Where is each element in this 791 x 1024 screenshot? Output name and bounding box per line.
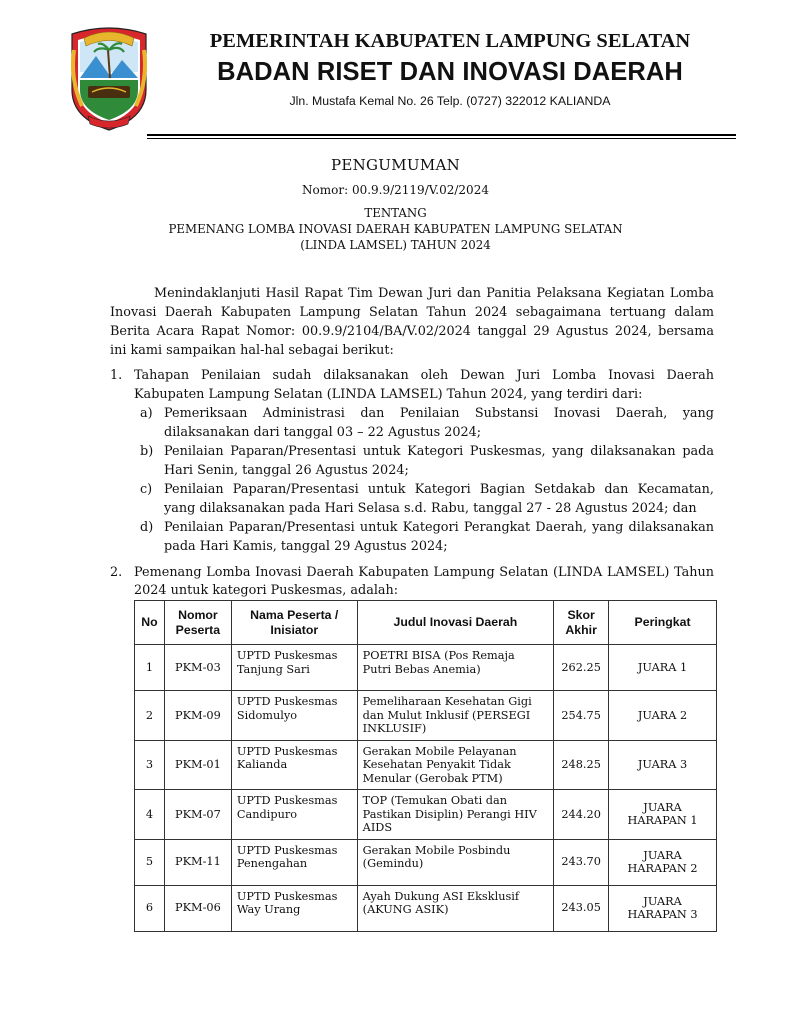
subitem-c-letter: c) bbox=[140, 482, 153, 497]
document-title: PENGUMUMAN bbox=[330, 156, 461, 174]
item-1-line-1: Tahapan Penilaian sudah dilaksanakan oleh Dewan Juri Lomba Inovasi Daerah bbox=[134, 368, 714, 383]
cell-judul: Gerakan Mobile Posbindu (Gemindu) bbox=[357, 839, 554, 885]
header-judul-inovasi: Judul Inovasi Daerah bbox=[357, 601, 554, 645]
cell-nama: UPTD Puskesmas Sidomulyo bbox=[231, 691, 357, 741]
cell-judul: TOP (Temukan Obati dan Pastikan Disiplin) Perangi HIV AIDS bbox=[357, 790, 554, 840]
cell-no: 1 bbox=[135, 645, 165, 691]
table-row bbox=[135, 691, 717, 741]
cell-judul: Ayah Dukung ASI Eksklusif (AKUNG ASIK) bbox=[357, 885, 554, 931]
table-header-row bbox=[135, 601, 717, 645]
subitem-c-line-2: yang dilaksanakan pada Hari Selasa s.d. Rabu, tanggal 27 - 28 Agustus 2024; dan bbox=[164, 501, 697, 516]
cell-no: 3 bbox=[135, 740, 165, 790]
cell-peringkat: JUARA HARAPAN 2 bbox=[609, 839, 717, 885]
header-nomor-peserta: Nomor Peserta bbox=[164, 601, 231, 645]
subitem-a-line-1: Pemeriksaan Administrasi dan Penilaian Substansi Inovasi Daerah, yang bbox=[164, 406, 714, 421]
subitem-a-line-2: dilaksanakan dari tanggal 03 – 22 Agustus 2024; bbox=[164, 425, 482, 440]
header-peringkat: Peringkat bbox=[609, 601, 717, 645]
item-1-line-2: Kabupaten Lampung Selatan (LINDA LAMSEL) Tahun 2024, yang terdiri dari: bbox=[134, 387, 643, 402]
item-1-number: 1. bbox=[110, 368, 123, 383]
cell-peringkat: JUARA 3 bbox=[609, 740, 717, 790]
subitem-b-line-1: Penilaian Paparan/Presentasi untuk Kategori Puskesmas, yang dilaksanakan pada bbox=[164, 444, 714, 459]
subject-line-2: (LINDA LAMSEL) TAHUN 2024 bbox=[300, 238, 491, 252]
subitem-b-line-2: Hari Senin, tanggal 26 Agustus 2024; bbox=[164, 463, 409, 478]
cell-no: 4 bbox=[135, 790, 165, 840]
cell-nama: UPTD Puskesmas Candipuro bbox=[231, 790, 357, 840]
item-2-number: 2. bbox=[110, 565, 123, 580]
cell-judul: POETRI BISA (Pos Remaja Putri Bebas Anemia) bbox=[357, 645, 554, 691]
cell-nomor: PKM-01 bbox=[164, 740, 231, 790]
item-2-line-1: Pemenang Lomba Inovasi Daerah Kabupaten Lampung Selatan (LINDA LAMSEL) Tahun bbox=[134, 565, 714, 580]
cell-skor: 243.70 bbox=[554, 839, 609, 885]
cell-nama: UPTD Puskesmas Kalianda bbox=[231, 740, 357, 790]
cell-nama: UPTD Puskesmas Way Urang bbox=[231, 885, 357, 931]
subitem-d-line-1: Penilaian Paparan/Presentasi untuk Kategori Perangkat Daerah, yang dilaksanakan bbox=[164, 520, 714, 535]
table-row bbox=[135, 740, 717, 790]
letterhead-rule-thin bbox=[147, 138, 736, 139]
cell-nama: UPTD Puskesmas Penengahan bbox=[231, 839, 357, 885]
winners-table bbox=[134, 600, 717, 932]
table-row bbox=[135, 790, 717, 840]
cell-nomor: PKM-06 bbox=[164, 885, 231, 931]
intro-line-1: Menindaklanjuti Hasil Rapat Tim Dewan Juri dan Panitia Pelaksana Kegiatan Lomba bbox=[154, 286, 714, 301]
cell-nomor: PKM-11 bbox=[164, 839, 231, 885]
letterhead-address: Jln. Mustafa Kemal No. 26 Telp. (0727) 322012 KALIANDA bbox=[289, 94, 611, 108]
letterhead-government: PEMERINTAH KABUPATEN LAMPUNG SELATAN bbox=[209, 30, 691, 52]
cell-skor: 254.75 bbox=[554, 691, 609, 741]
table-row bbox=[135, 885, 717, 931]
intro-line-2: Inovasi Daerah Kabupaten Lampung Selatan Tahun 2024 sebagaimana tertuang dalam bbox=[110, 305, 714, 320]
cell-no: 6 bbox=[135, 885, 165, 931]
tentang-label: TENTANG bbox=[364, 206, 427, 220]
cell-nama: UPTD Puskesmas Tanjung Sari bbox=[231, 645, 357, 691]
letterhead-rule-thick bbox=[147, 134, 736, 136]
subitem-d-letter: d) bbox=[140, 520, 154, 535]
regency-emblem-logo bbox=[66, 20, 152, 132]
subitem-c-line-1: Penilaian Paparan/Presentasi untuk Kategori Bagian Setdakab dan Kecamatan, bbox=[164, 482, 714, 497]
subject-line-1: PEMENANG LOMBA INOVASI DAERAH KABUPATEN LAMPUNG SELATAN bbox=[168, 222, 623, 236]
cell-peringkat: JUARA 2 bbox=[609, 691, 717, 741]
item-2-line-2: 2024 untuk kategori Puskesmas, adalah: bbox=[134, 583, 399, 598]
cell-no: 5 bbox=[135, 839, 165, 885]
intro-line-4: ini kami sampaikan hal-hal sebagai berikut: bbox=[110, 343, 394, 358]
cell-peringkat: JUARA 1 bbox=[609, 645, 717, 691]
table-row bbox=[135, 645, 717, 691]
intro-line-3: Berita Acara Rapat Nomor: 00.9.9/2104/BA/V.02/2024 tanggal 29 Agustus 2024, bersama bbox=[110, 324, 714, 339]
cell-no: 2 bbox=[135, 691, 165, 741]
table-row bbox=[135, 839, 717, 885]
cell-judul: Gerakan Mobile Pelayanan Kesehatan Penyakit Tidak Menular (Gerobak PTM) bbox=[357, 740, 554, 790]
header-nama-peserta: Nama Peserta / Inisiator bbox=[231, 601, 357, 645]
cell-judul: Pemeliharaan Kesehatan Gigi dan Mulut Inklusif (PERSEGI INKLUSIF) bbox=[357, 691, 554, 741]
header-no: No bbox=[135, 601, 165, 645]
subitem-d-line-2: pada Hari Kamis, tanggal 29 Agustus 2024; bbox=[164, 539, 448, 554]
cell-skor: 244.20 bbox=[554, 790, 609, 840]
subitem-b-letter: b) bbox=[140, 444, 154, 459]
cell-peringkat: JUARA HARAPAN 3 bbox=[609, 885, 717, 931]
subitem-a-letter: a) bbox=[140, 406, 153, 421]
header-skor-akhir: Skor Akhir bbox=[554, 601, 609, 645]
cell-peringkat: JUARA HARAPAN 1 bbox=[609, 790, 717, 840]
cell-nomor: PKM-03 bbox=[164, 645, 231, 691]
cell-skor: 262.25 bbox=[554, 645, 609, 691]
cell-skor: 243.05 bbox=[554, 885, 609, 931]
cell-skor: 248.25 bbox=[554, 740, 609, 790]
letterhead-agency: BADAN RISET DAN INOVASI DAERAH bbox=[217, 58, 683, 86]
cell-nomor: PKM-09 bbox=[164, 691, 231, 741]
document-number: Nomor: 00.9.9/2119/V.02/2024 bbox=[302, 183, 489, 197]
cell-nomor: PKM-07 bbox=[164, 790, 231, 840]
